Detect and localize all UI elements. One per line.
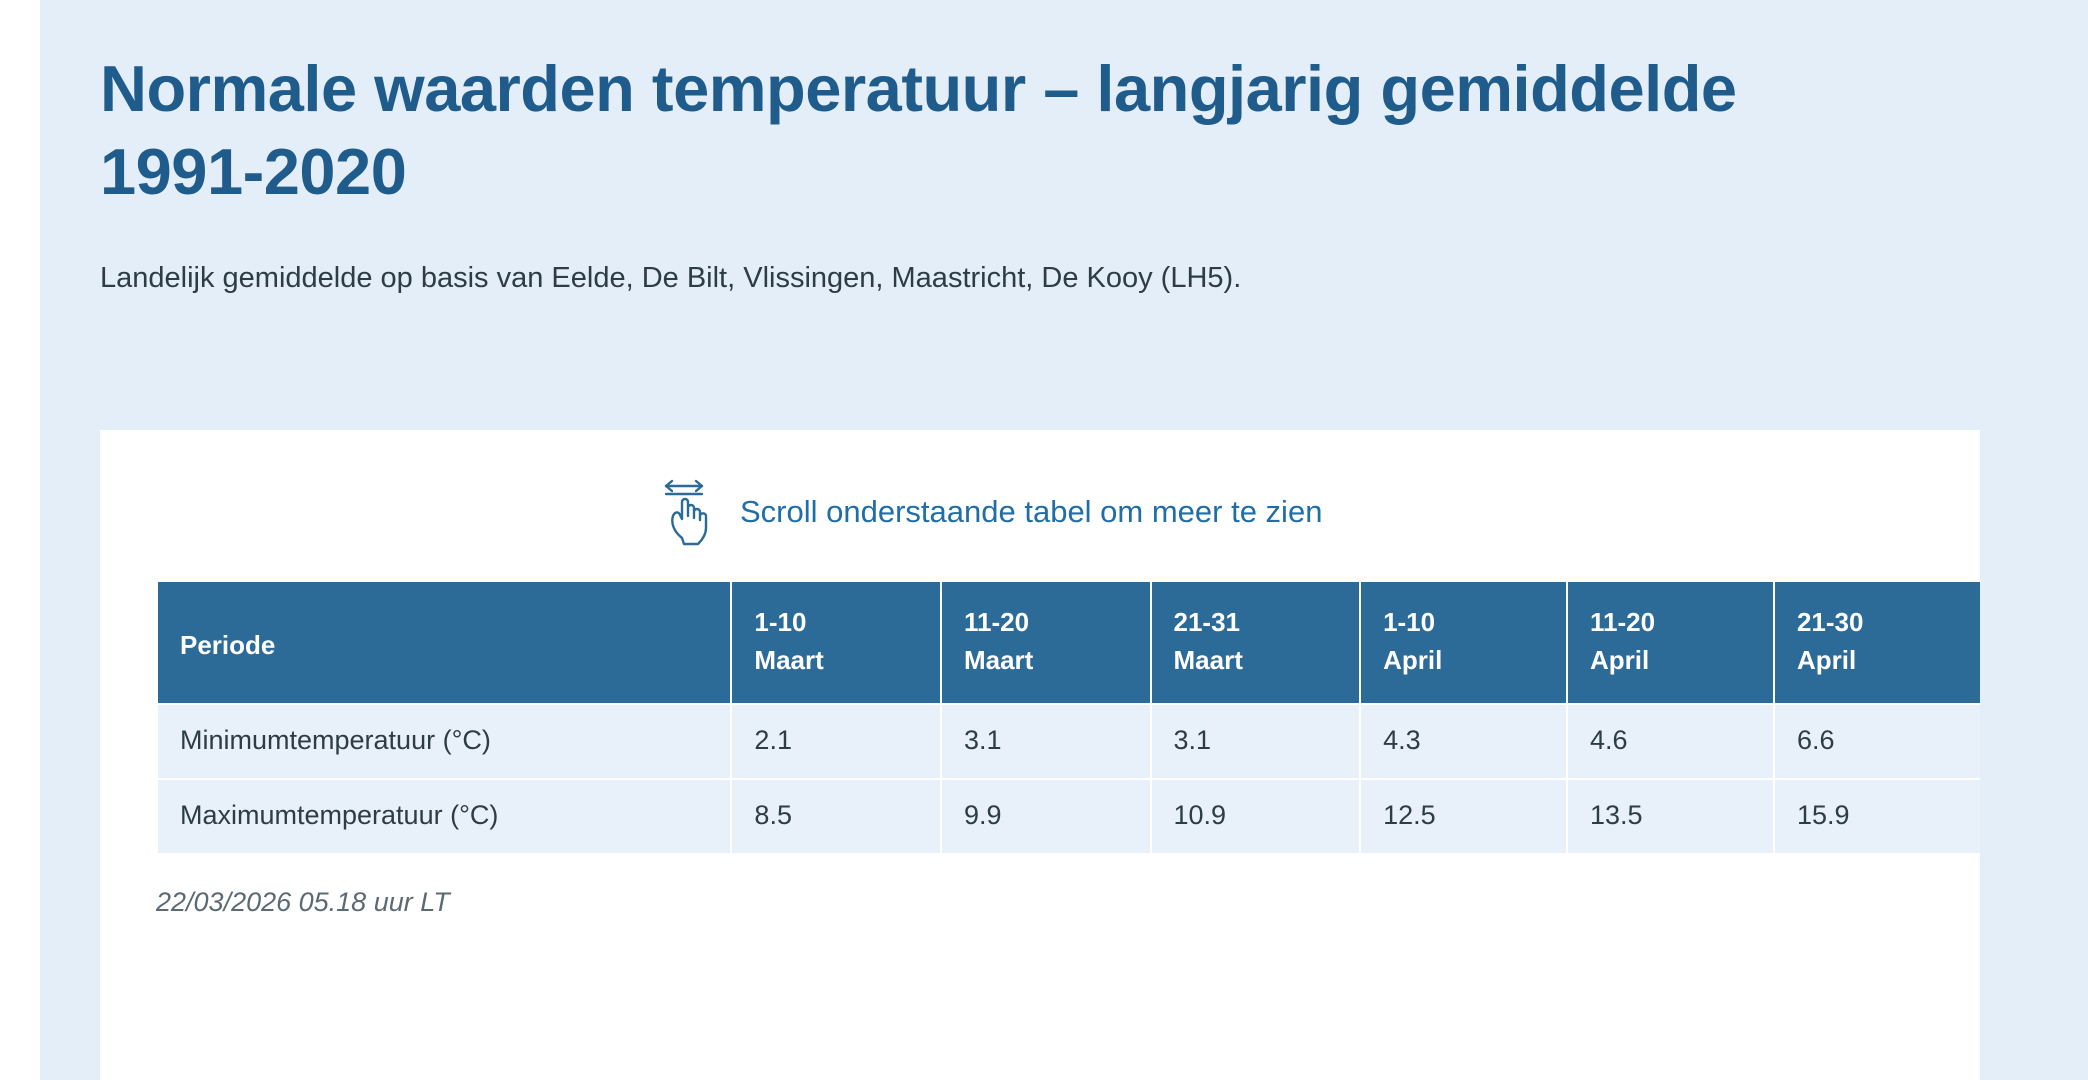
scroll-hint-label: Scroll onderstaande tabel om meer te zien — [740, 493, 1323, 529]
column-header-2-line1: 11-20 — [963, 607, 1030, 637]
cell-min-6: 6.6 — [1774, 704, 1980, 779]
column-header-3-line2: Maart — [1173, 644, 1243, 675]
column-header-1 — [731, 582, 941, 704]
page-title: Normale waarden temperatuur – langjarig gemiddelde 1991-2020 — [100, 52, 1737, 208]
cell-min-2: 3.1 — [941, 704, 1151, 779]
cell-min-1: 2.1 — [731, 704, 941, 779]
row-label-min: Minimumtemperatuur (°C) — [158, 704, 731, 779]
timestamp: 22/03/2026 05.18 uur LT — [156, 887, 450, 918]
cell-min-3: 3.1 — [1151, 704, 1361, 779]
cell-max-2: 9.9 — [941, 779, 1151, 853]
scroll-hint — [100, 430, 1980, 546]
cell-max-1: 8.5 — [731, 779, 941, 853]
column-header-5 — [1567, 582, 1774, 704]
column-header-2 — [941, 582, 1151, 704]
cell-max-3: 10.9 — [1151, 779, 1361, 853]
cell-min-5: 4.6 — [1567, 704, 1774, 779]
column-header-6 — [1774, 582, 1980, 704]
normals-table — [158, 582, 1980, 853]
column-header-5-line1: 11-20 — [1590, 607, 1656, 637]
column-header-3 — [1151, 582, 1361, 704]
column-header-period: Periode — [158, 582, 731, 704]
cell-min-4: 4.3 — [1360, 704, 1567, 779]
page-header — [100, 0, 1980, 299]
column-header-1-line2: Maart — [754, 644, 824, 675]
column-header-2-line2: Maart — [963, 644, 1034, 675]
table-row — [158, 779, 1980, 853]
column-header-4 — [1360, 582, 1567, 704]
column-header-5-line2: April — [1590, 644, 1650, 675]
table-card — [100, 430, 1980, 1080]
column-header-6-line1: 21-30 — [1796, 607, 1864, 637]
table-header-row — [158, 582, 1980, 704]
cell-max-5: 13.5 — [1567, 779, 1774, 853]
cell-max-6: 15.9 — [1774, 779, 1980, 853]
column-header-6-line2: April — [1796, 644, 1857, 675]
scroll-hand-icon — [660, 476, 722, 546]
column-header-3-line1: 21-31 — [1173, 607, 1241, 637]
column-header-4-line1: 1-10 — [1383, 607, 1436, 637]
table-head — [158, 582, 1980, 704]
cell-max-4: 12.5 — [1360, 779, 1567, 853]
row-label-max: Maximumtemperatuur (°C) — [158, 779, 731, 853]
page-subtitle: Landelijk gemiddelde op basis van Eelde, De Bilt, Vlissingen, Maastricht, De Kooy (LH5). — [100, 262, 1242, 295]
column-header-4-line2: April — [1383, 644, 1443, 675]
column-header-1-line1: 1-10 — [754, 607, 807, 637]
table-row — [158, 704, 1980, 779]
table-body — [158, 704, 1980, 853]
